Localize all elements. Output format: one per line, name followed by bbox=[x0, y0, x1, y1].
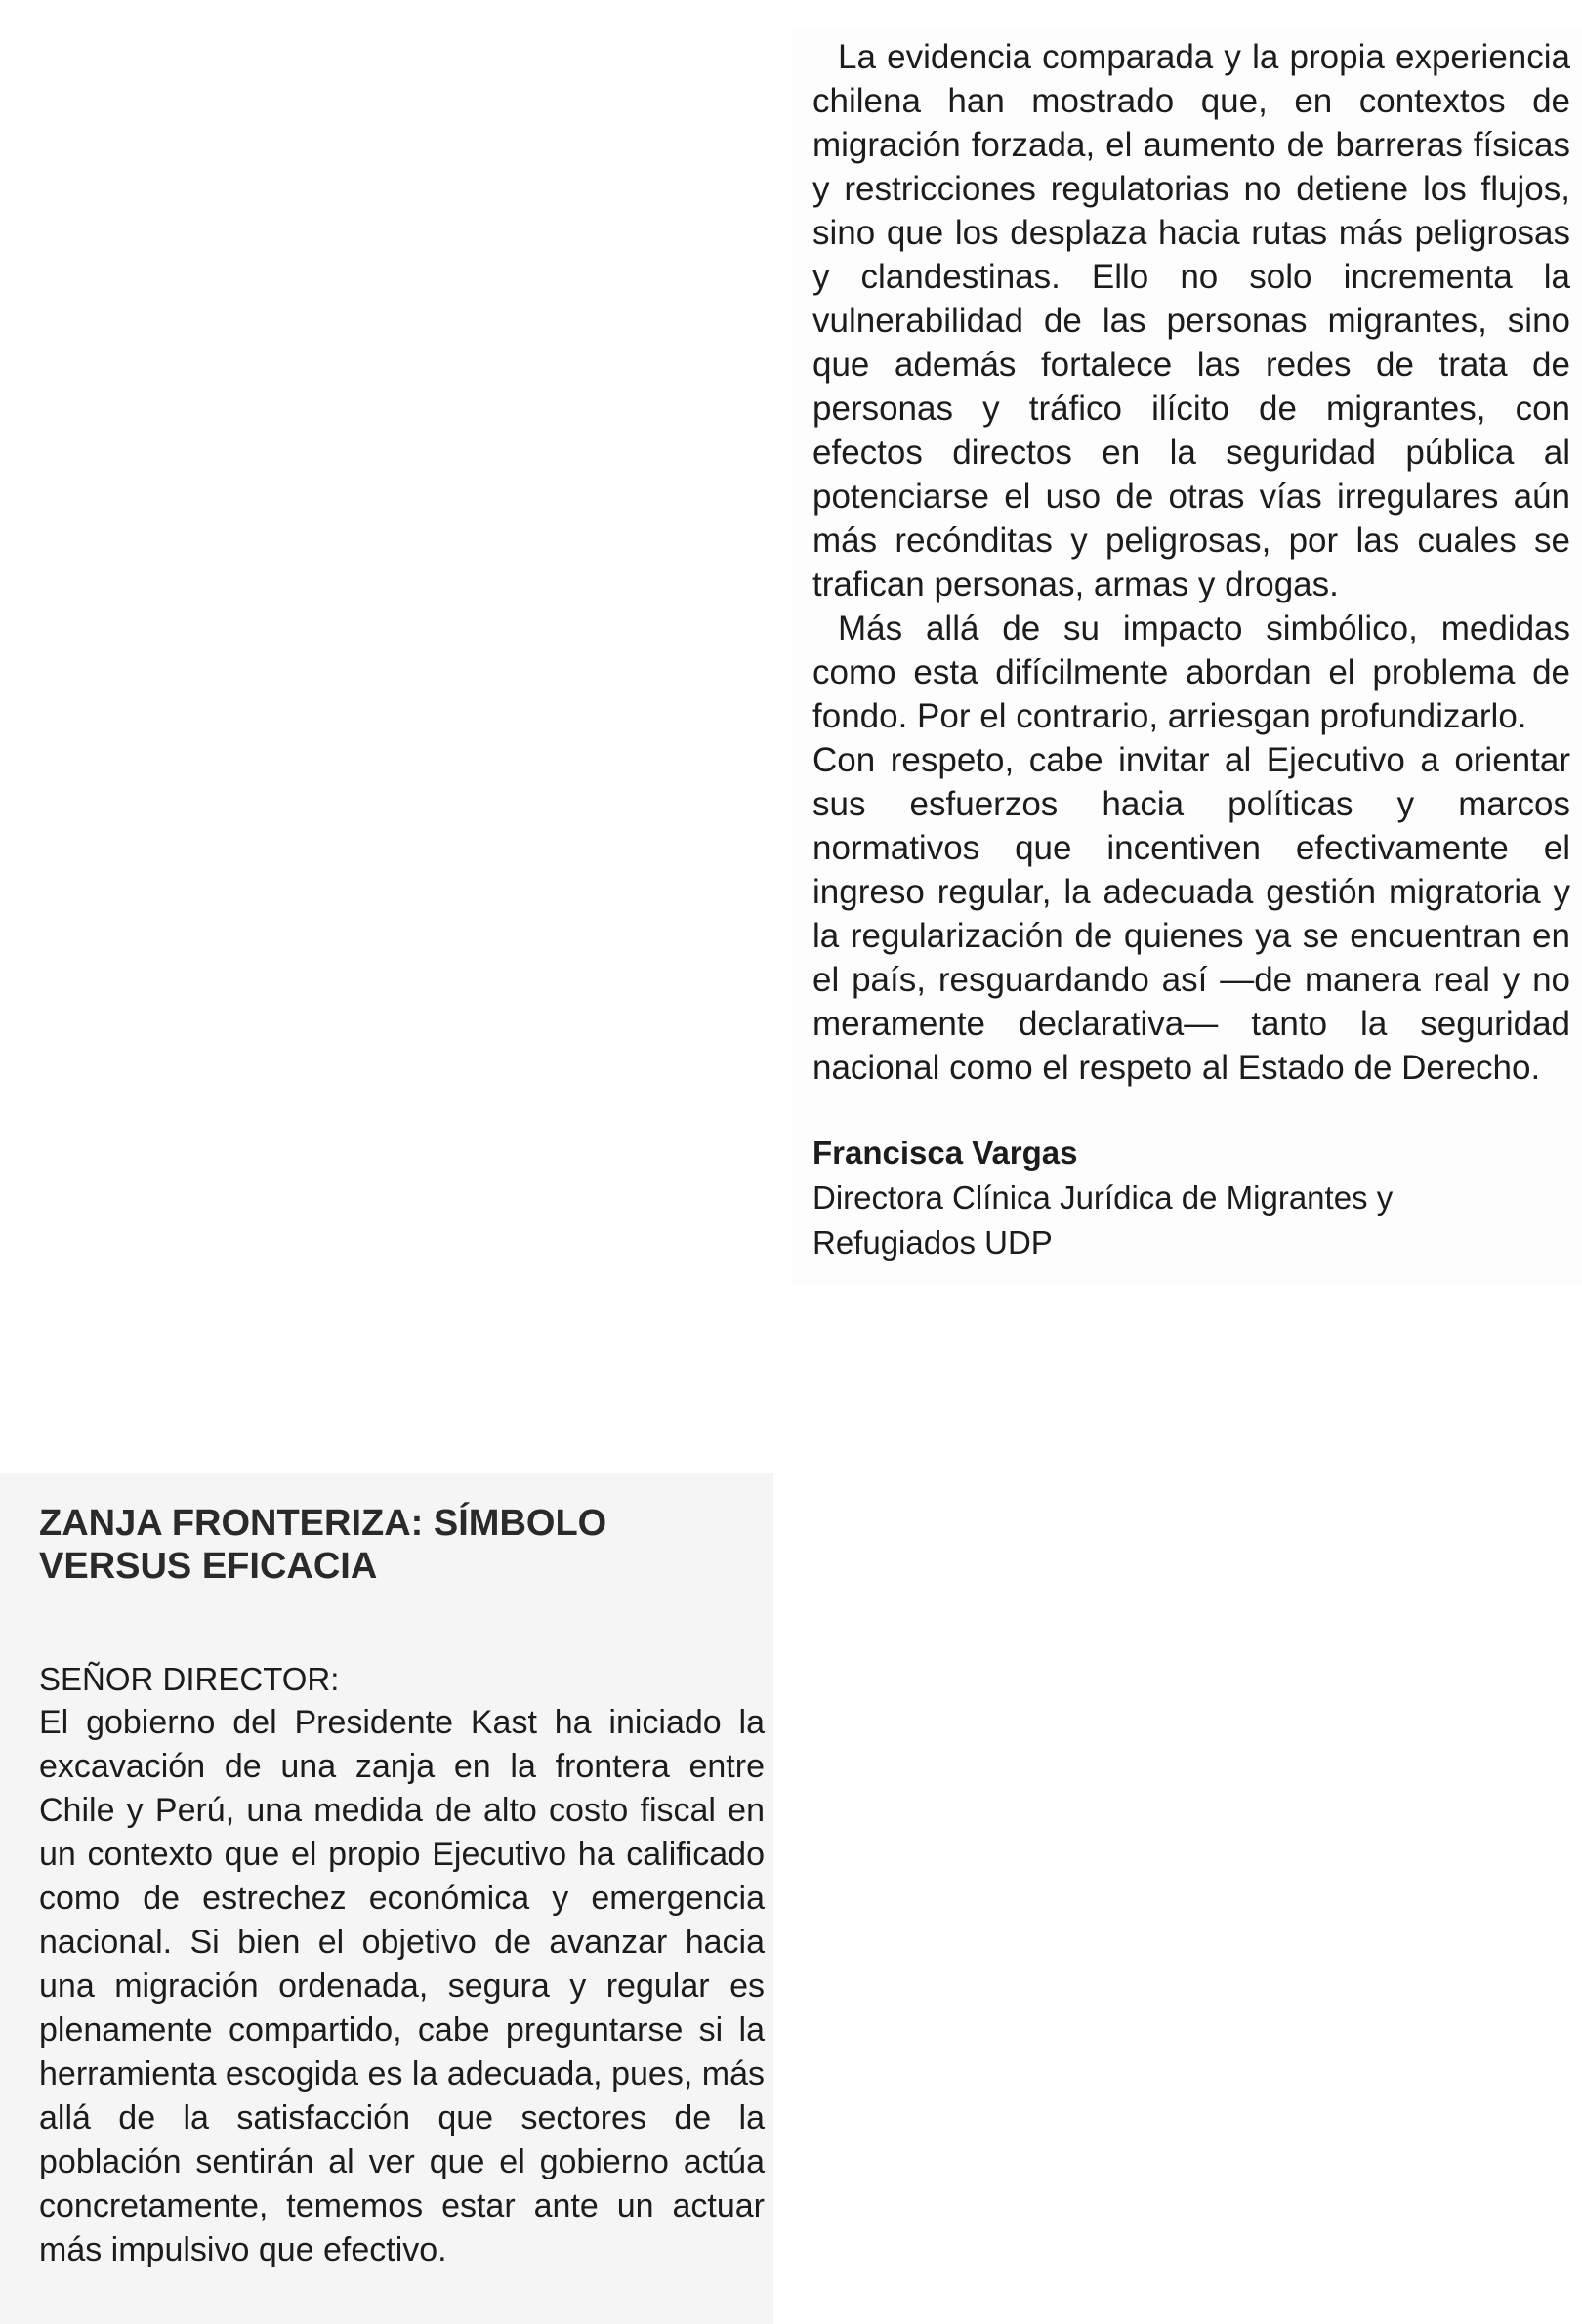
body-paragraph-2: Más allá de su impacto simbólico, medidas como esta difícilmente abordan el problema de fondo. Por el contrario, arriesgan profundizarlo. bbox=[812, 609, 1570, 735]
body-paragraph-3: Con respeto, cabe invitar al Ejecutivo a orientar sus esfuerzos hacia políticas y marcos normativos que incentiven efectivamente el ingreso regular, la adecuada gestión migratoria y la regularización de quienes ya se encuentran en el país, resguardando así —de manera real y no meramente declarativa— tanto la seguridad nacional como el respeto al Estado de Derecho. bbox=[812, 741, 1570, 1087]
letter-title: ZANJA FRONTERIZA: SÍMBOLO VERSUS EFICACIA bbox=[39, 1503, 607, 1587]
letter-continuation bbox=[793, 29, 1582, 1285]
letter-body: El gobierno del Presidente Kast ha iniciado la excavación de una zanja en la frontera entre Chile y Perú, una medida de alto costo fiscal en un contexto que el propio Ejecutivo ha calificado como de estrechez económica y emergencia nacional. Si bien el objetivo de avanzar hacia una migración ordenada, segura y regular es plenamente compartido, cabe preguntarse si la herramienta escogida es la adecuada, pues, más allá de la satisfacción que sectores de la población sentirán al ver que el gobierno actúa concretamente, tememos estar ante un actuar más impulsivo que efectivo. bbox=[39, 1704, 765, 2268]
body-paragraph-1: La evidencia comparada y la propia experiencia chilena han mostrado que, en contextos de migración forzada, el aumento de barreras físicas y restricciones regulatorias no detiene los flujos, sino que los desplaza hacia rutas más peligrosas y clandestinas. Ello no solo incrementa la vulnerabilidad de las personas migrantes, sino que además fortalece las redes de trata de personas y tráfico ilícito de migrantes, con efectos directos en la seguridad pública al potenciarse el uso de otras vías irregulares aún más recónditas y peligrosas, por las cuales se trafican personas, armas y drogas. bbox=[812, 38, 1570, 603]
author-title: Directora Clínica Jurídica de Migrantes y Refugiados UDP bbox=[812, 1180, 1394, 1261]
author-name: Francisca Vargas bbox=[812, 1135, 1078, 1171]
signature-block bbox=[812, 1131, 1570, 1266]
new-letter bbox=[0, 1473, 773, 2324]
salutation: SEÑOR DIRECTOR: bbox=[39, 1661, 340, 1697]
